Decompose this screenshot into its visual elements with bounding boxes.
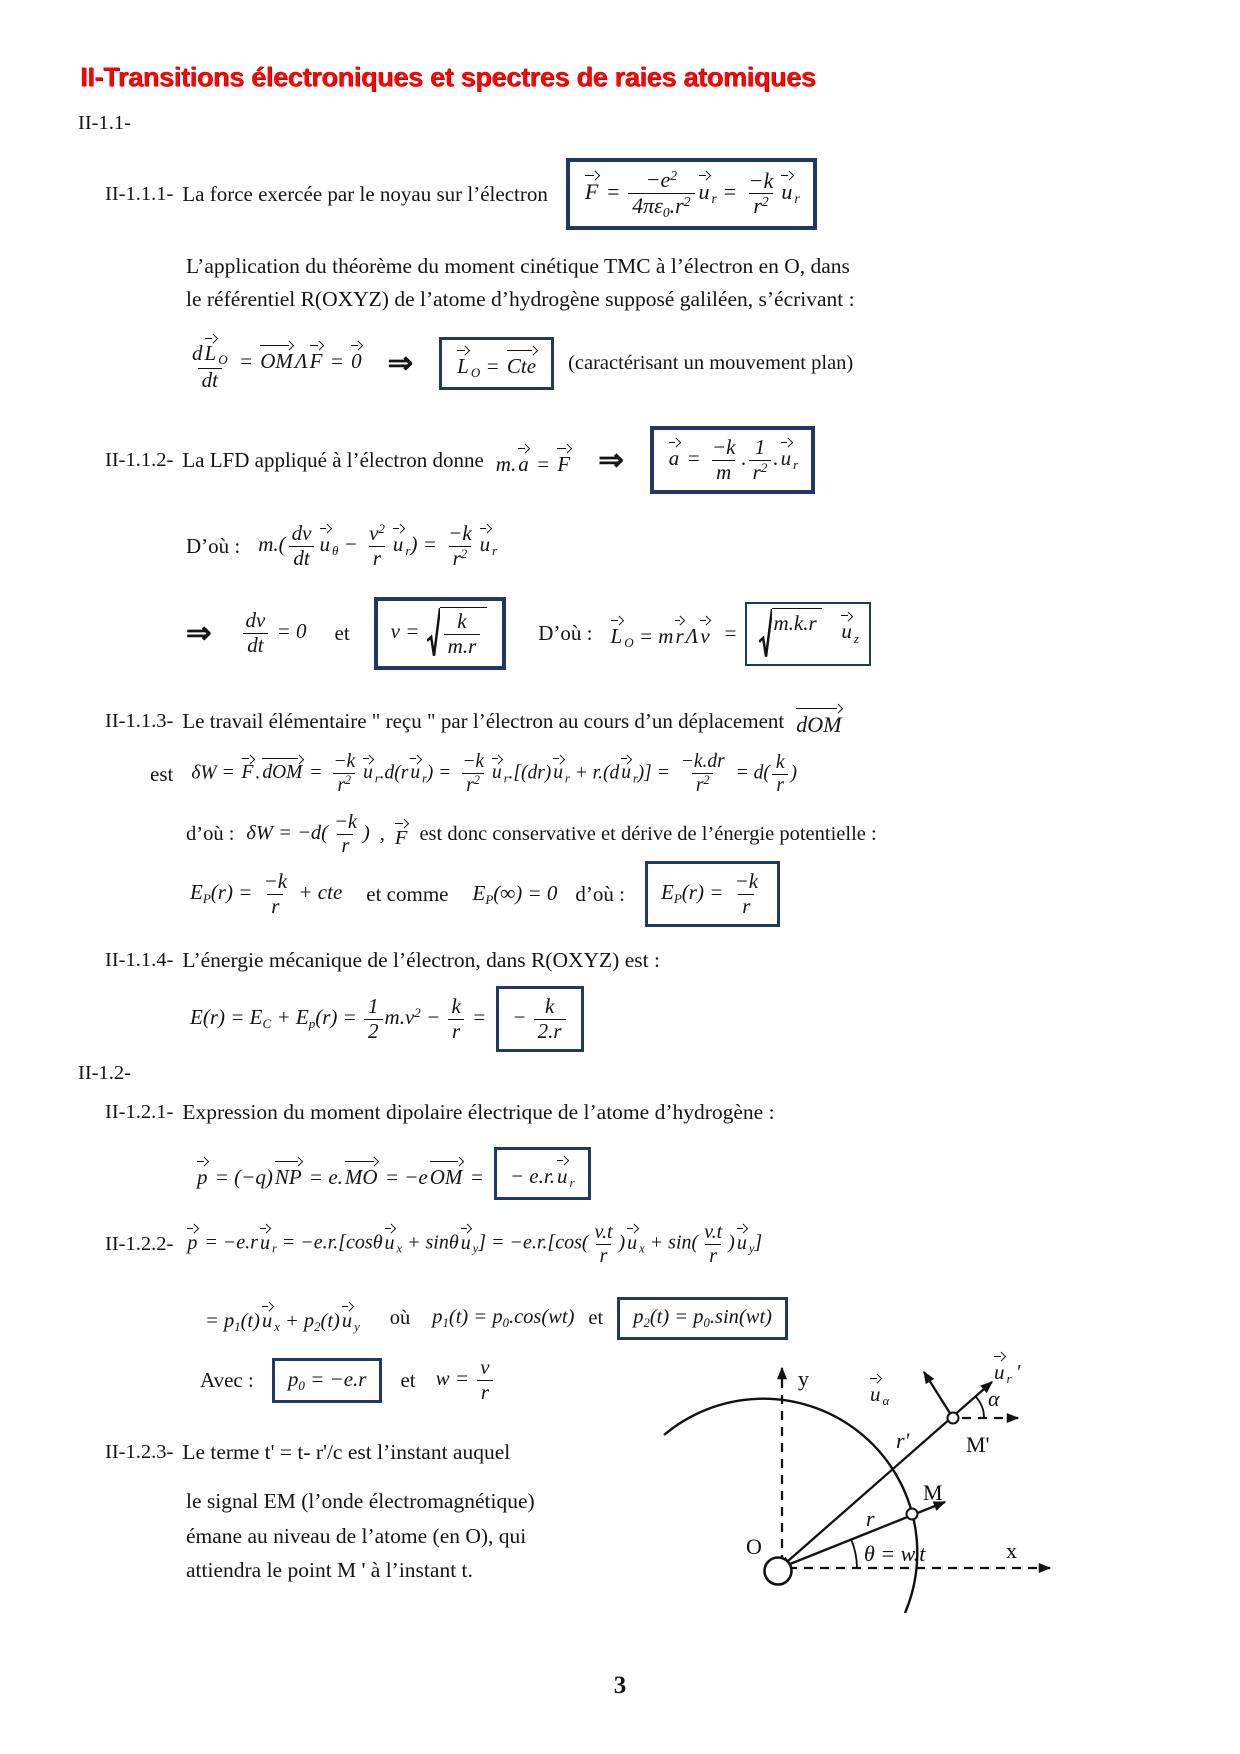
et-comme-text: et comme <box>366 881 449 906</box>
item-text: Expression du moment dipolaire électrique de l’atome d’hydrogène : <box>182 1100 775 1124</box>
item-text: La force exercée par le noyau sur l’électron <box>182 181 548 206</box>
avec-row: Avec : $p_0 = -e.r$ et w = $\frac{v}{r}$ <box>200 1350 496 1410</box>
item-label: II-1.1.1- <box>105 182 174 205</box>
et-text: et <box>588 1306 604 1329</box>
y-axis-label: y <box>798 1366 809 1391</box>
formula-box-lo-cte: L $_O$ = Cte <box>439 337 554 390</box>
item-label: II-1.2.1- <box>105 1101 174 1123</box>
formula-box-lo: m.k.r u $_z$ <box>745 602 872 666</box>
point-M-prime <box>948 1413 959 1424</box>
formula-box-acceleration: a = $\frac{-k}{m}$ . $\frac{1}{r^2}$ .u $_r$ <box>650 426 815 494</box>
conservative-text: est donc conservative et dérive de l’énergie potentielle : <box>419 822 877 845</box>
item-text: Le travail élémentaire " reçu " par l’électron au cours d’un déplacement <box>182 708 785 733</box>
page-number: 3 <box>613 1672 627 1699</box>
u-alpha-vector <box>924 1372 953 1418</box>
item-II-1-1-2: II-1.1.2- La LFD appliqué à l’électron donne m.a = F ⇒ a = $\frac{-k}{m}$ . $\frac{1}{r^2}$ .u $_r$ <box>105 420 815 500</box>
item-II-1-2-2: II-1.2.2- p = −e.r u $_r$ = −e.r.[cosθ u $_x$ + sinθ u $_y$] = −e.r.[cos( $\frac{v.t}{r}$ ) u $_x$ + sin( $\frac{v.t}{r}$ ) u $_y$] <box>105 1221 763 1267</box>
formula-box-force: F = $\frac{-e^2}{4\pi\varepsilon_0.r^2}$ u $_r$ = $\frac{-k}{r^2}$ u $_r$ <box>566 158 817 230</box>
et-text: et <box>334 621 350 645</box>
implies-arrow: ⇒ <box>387 345 414 380</box>
item-II-1-1-3: II-1.1.3- Le travail élémentaire " reçu " par l’électron au cours d’un déplacement dOM <box>105 698 843 744</box>
energy-row: $E(r) = E_C + E_p(r)$ = $\frac{1}{2}$ $m.v^2$ − $\frac{k}{r}$ = − $\frac{k}{2.r}$ <box>190 980 584 1058</box>
dou-text: D’où : <box>186 533 241 558</box>
formula-box-ep: $E_P(r)$ = $\frac{-k}{r}$ <box>645 861 780 927</box>
tmc-equation-row: $\frac{dL _O}{dt}$ = OMΛF = 0 ⇒ L $_O$ = Cte (caractérisant un mouvement plan) <box>186 322 853 404</box>
tmc-note: (caractérisant un mouvement plan) <box>568 351 854 374</box>
formula-box-p0: $p_0 = -e.r$ <box>272 1358 383 1403</box>
et-text: et <box>400 1367 416 1392</box>
r-label: r <box>866 1506 875 1531</box>
implies-arrow: ⇒ <box>186 616 212 651</box>
equals-sign: = <box>724 621 737 645</box>
formula-box-speed: v = $\frac{k}{m.r}$ <box>374 597 507 669</box>
orbit-arc <box>664 1399 917 1613</box>
section-label-II-1-2: II-1.2- <box>78 1062 131 1084</box>
theta-label: θ = w.t <box>864 1541 926 1566</box>
ou-text: où <box>389 1306 411 1329</box>
M-label: M <box>923 1480 943 1505</box>
dou-text: D’où : <box>538 621 593 645</box>
u-alpha-label: u $_\alpha$ <box>868 1374 889 1409</box>
x-axis-label: x <box>1006 1538 1017 1563</box>
item-label: II-1.2.2- <box>105 1232 174 1255</box>
formula-box-p2: $p_2(t) = p_0.\sin(wt)$ <box>617 1297 788 1340</box>
item-II-1-2-1 <box>105 1100 775 1125</box>
orbit-diagram <box>640 1350 1080 1680</box>
M-prime-label: M' <box>966 1432 990 1457</box>
ep-row: $E_P(r)$ = $\frac{-k}{r}$ + cte et comme $E_P(\infty) = 0$ d’où : $E_P(r)$ = $\frac{-k}{r}$ <box>190 858 780 930</box>
potential-row: d’où : δW = −d( $\frac{-k}{r}$ ) , F est donc conservative et dérive de l’énergie potentielle : <box>186 810 877 857</box>
signal-paragraph: le signal EM (l’onde électromagnétique) émane au niveau de l’atome (en O), qui attiendra le point M ' à l’instant t. <box>186 1489 535 1582</box>
alpha-angle-arc <box>976 1397 984 1418</box>
development-row: D’où : m.( $\frac{dv}{dt}$ u $_\theta$ − $\frac{v^2}{r}$ u $_r$) = $\frac{-k}{r^2}$ u $_r$ <box>186 520 498 570</box>
item-label: II-1.1.3- <box>105 709 174 732</box>
u-r-prime-label: u $_r$ ' <box>992 1352 1020 1387</box>
theta-angle-arc <box>851 1539 857 1568</box>
item-II-1-1-4 <box>105 948 660 973</box>
avec-text: Avec : <box>200 1367 254 1392</box>
item-II-1-1-1 <box>105 148 817 240</box>
section-label-II-1-1: II-1.1- <box>78 112 131 134</box>
document-title: II-Transitions électroniques et spectres de raies atomiques <box>80 62 816 92</box>
p1p2-row: = $p_1(t)u$ $_x + p_2(t)u$ $_y$ où $p_1(t) = p_0.\cos(wt)$ et $p_2(t) = p_0.\sin(wt)$ <box>205 1292 788 1344</box>
dou-text: d’où : <box>186 822 235 845</box>
speed-row: ⇒ $\frac{dv}{dt}$ = 0 et v = $\frac{k}{m.r}$ D’où : L $_O$ = mrΛv = m.k.r u $_z$ <box>186 586 871 681</box>
formula-box-energy: − $\frac{k}{2.r}$ <box>496 986 583 1052</box>
r-prime-label: r' <box>896 1428 910 1453</box>
formula-box-dipole: − e.r.u $_r$ <box>494 1147 591 1200</box>
item-text: L’énergie mécanique de l’électron, dans R(OXYZ) est : <box>182 948 660 972</box>
item-label: II-1.1.4- <box>105 949 174 971</box>
origin-circle <box>765 1558 792 1585</box>
origin-label: O <box>746 1534 762 1559</box>
tmc-paragraph: L’application du théorème du moment cinétique TMC à l’électron en O, dans le référentiel R(OXYZ) de l’atome d’hydrogène supposé galiléen, s’écrivant : <box>186 254 855 311</box>
item-text: La LFD appliqué à l’électron donne <box>182 447 484 472</box>
item-label: II-1.1.2- <box>105 448 174 471</box>
item-text: Le terme t' = t- r'/c est l’instant auquel <box>182 1440 511 1464</box>
point-M <box>907 1509 918 1520</box>
work-row: est δW = F . dOM = $\frac{-k}{r^2}$ u $_r$.d(r u $_r$) = $\frac{-k}{r^2}$ u $_r$.[(dr) u $_r$ + r.(d u $_r$)] = $\frac{-k.dr}{r^2}$ = d( $\frac{k}{r}$ ) <box>150 751 797 796</box>
item-label: II-1.2.3- <box>105 1441 174 1463</box>
implies-arrow: ⇒ <box>598 442 624 477</box>
alpha-label: α <box>988 1386 1000 1411</box>
item-II-1-2-3 <box>105 1440 510 1465</box>
est-text: est <box>150 761 174 786</box>
orbit-diagram-svg <box>640 1350 1080 1680</box>
dou-text: d’où : <box>575 881 625 906</box>
dipole-row: p = (−q)NP = e.MO = −eOM = − e.r.u $_r$ <box>195 1140 591 1206</box>
comma: , <box>379 822 385 845</box>
